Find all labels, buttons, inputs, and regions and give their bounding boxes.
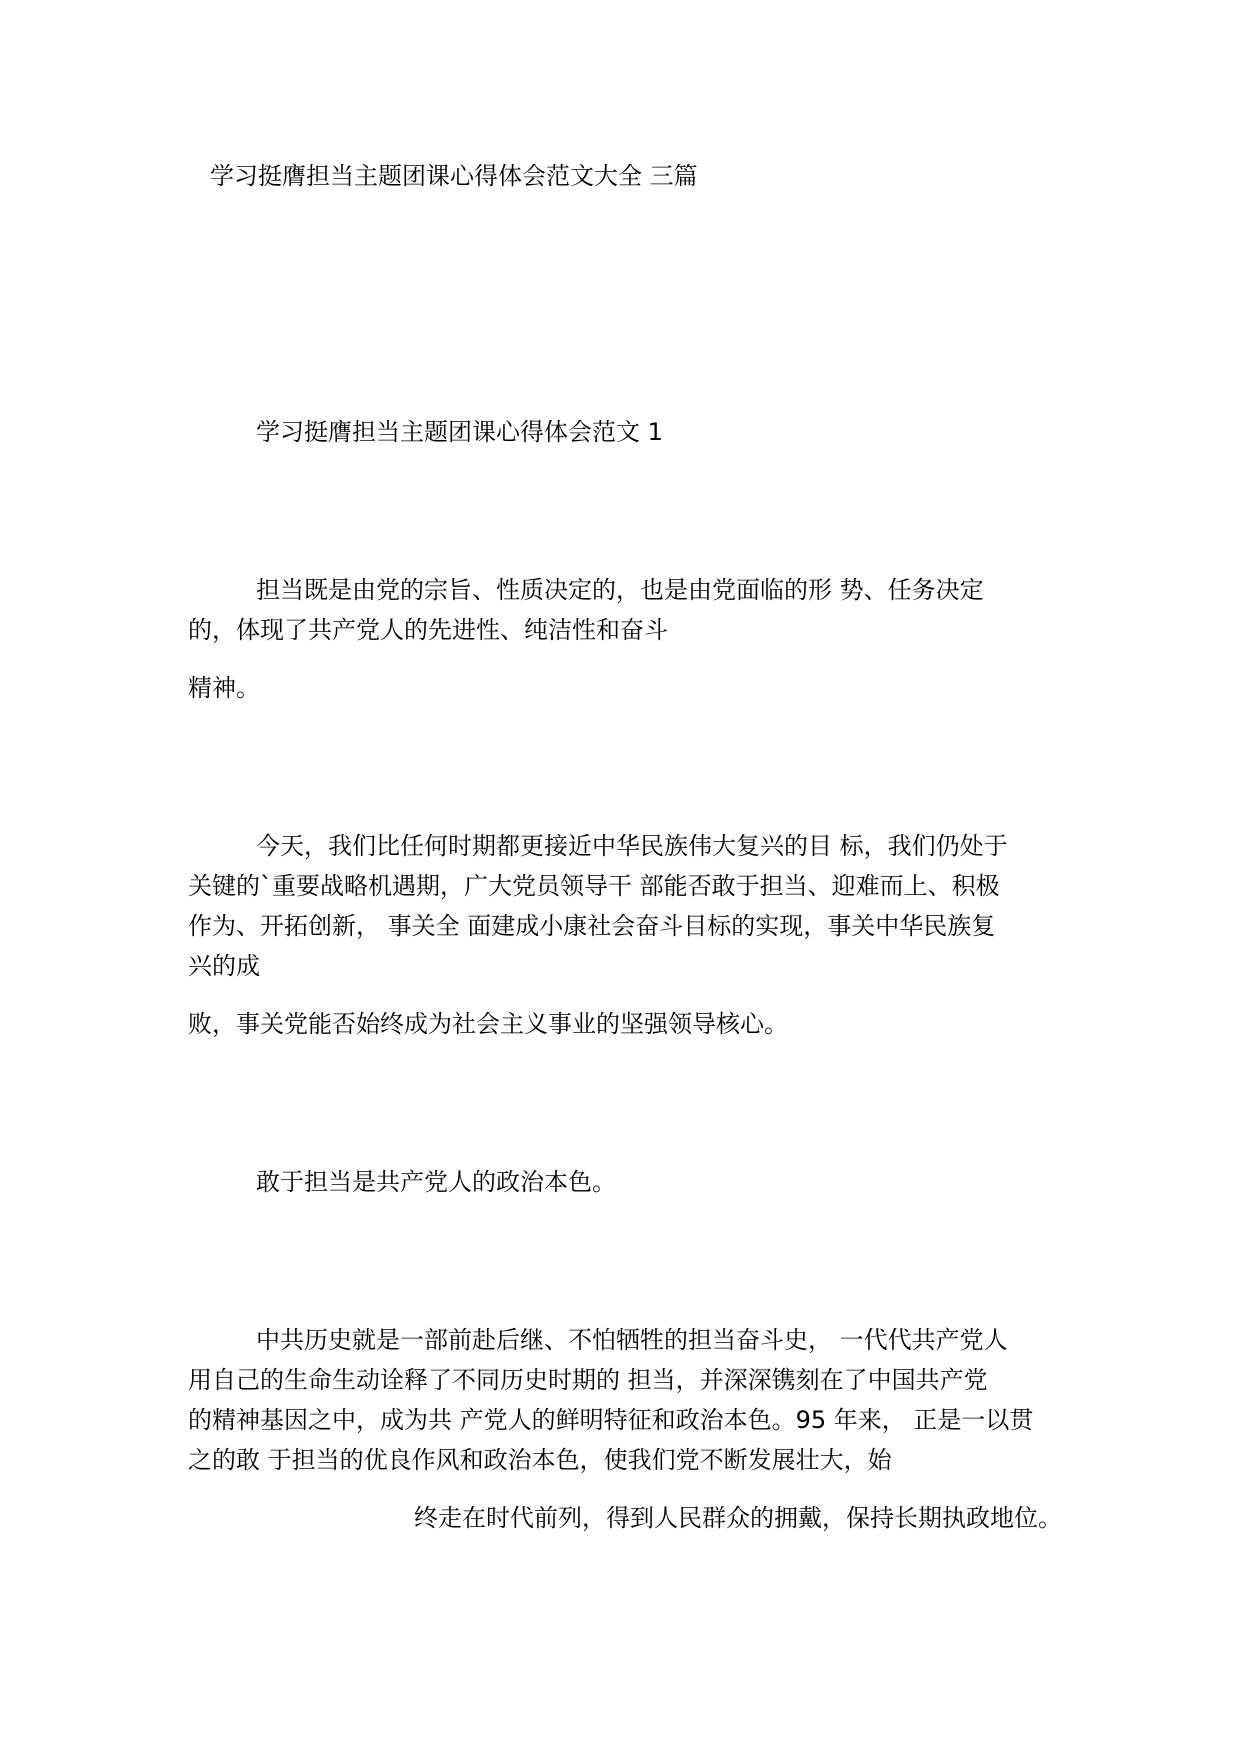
paragraph-1-line-1: 担当既是由党的宗旨、性质决定的，也是由党面临的形 势、任务决定	[256, 576, 984, 604]
paragraph-2-line-1: 精神。	[188, 674, 260, 702]
paragraph-6-line-4: 之的敢 于担当的优良作风和政治本色，使我们党不断发展壮大，始	[188, 1446, 892, 1474]
paragraph-4-line-1: 败，事关党能否始终成为社会主义事业的坚强领导核心。	[188, 1010, 788, 1038]
paragraph-1-line-2: 的，体现了共产党人的先进性、纯洁性和奋斗	[188, 616, 668, 644]
paragraph-7-line-1: 终走在时代前列，得到人民群众的拥戴，保持长期执政地位。	[414, 1504, 1062, 1532]
paragraph-3-line-1: 今天，我们比任何时期都更接近中华民族伟大复兴的目 标，我们仍处于	[256, 832, 1008, 860]
paragraph-6-line-2: 用自己的生命生动诠释了不同历史时期的 担当，并深深镌刻在了中国共产党	[188, 1366, 988, 1394]
paragraph-5-line-1: 敢于担当是共产党人的政治本色。	[256, 1168, 616, 1196]
paragraph-3-line-4: 兴的成	[188, 952, 260, 980]
paragraph-6-line-3: 的精神基因之中，成为共 产党人的鲜明特征和政治本色。95 年来， 正是一以贯	[188, 1406, 1034, 1434]
paragraph-3-line-2: 关键的`重要战略机遇期，广大党员领导干 部能否敢于担当、迎难而上、积极	[188, 872, 1000, 900]
section-heading: 学习挺膺担当主题团课心得体会范文 1	[256, 418, 663, 446]
paragraph-6-line-1: 中共历史就是一部前赴后继、不怕牺牲的担当奋斗史， 一代代共产党人	[256, 1326, 1008, 1354]
document-title: 学习挺膺担当主题团课心得体会范文大全 三篇	[210, 162, 698, 190]
paragraph-3-line-3: 作为、开拓创新， 事关全 面建成小康社会奋斗目标的实现，事关中华民族复	[188, 912, 996, 940]
